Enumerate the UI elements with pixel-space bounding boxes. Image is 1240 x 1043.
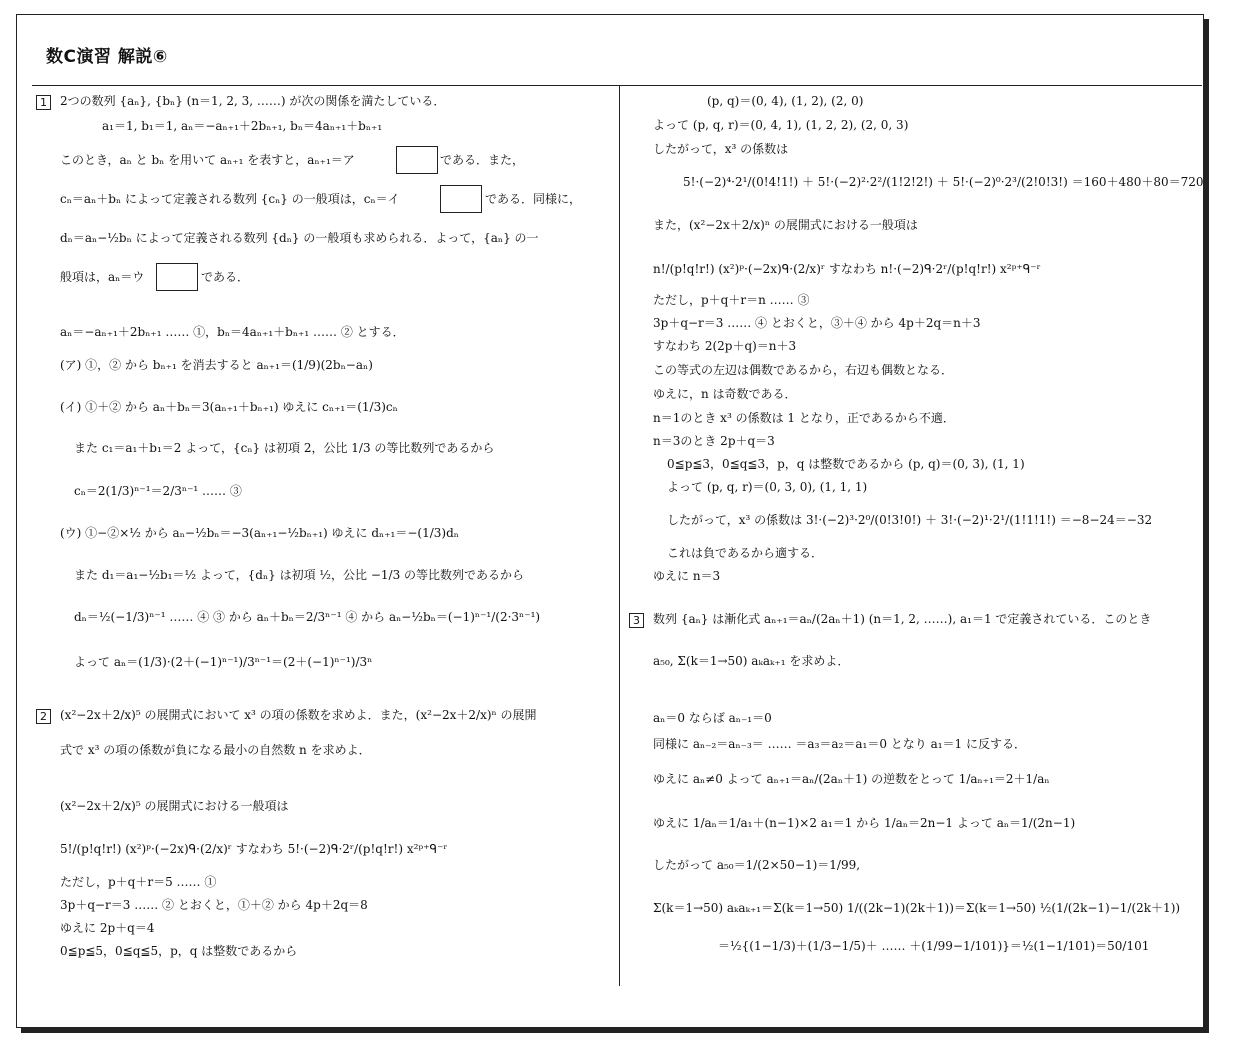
solution-2-n1: n＝1のとき x³ の係数は 1 となり，正であるから不適．: [653, 411, 955, 425]
solution-2-n3-coef: したがって，x³ の係数は 3!·(−2)³·2⁰/(0!3!0!) ＋ 3!·(−2)¹·2¹/(1!1!1!) ＝−8−24＝−32: [667, 513, 1153, 527]
solution-2-pq: (p, q)＝(0, 4), (1, 2), (2, 0): [707, 94, 864, 108]
problem-number-2: 2: [36, 709, 51, 724]
problem-1-line-i: cₙ＝aₙ＋bₙ によって定義される数列 {cₙ} の一般項は，cₙ＝イ: [60, 192, 400, 206]
solution-3-reciprocal: ゆえに aₙ≠0 よって aₙ₊₁＝aₙ/(2aₙ＋1) の逆数をとって 1/aₙ₊₁＝2＋1/aₙ: [653, 772, 1050, 786]
problem-number-1: 1: [36, 95, 51, 110]
solution-2-cond-n2: 3p＋q−r＝3 …… ④ とおくと，③＋④ から 4p＋2q＝n＋3: [653, 316, 981, 330]
problem-2-statement: (x²−2x＋2/x)⁵ の展開式において x³ の項の係数を求めよ．また，(x²−2x＋2/x)ⁿ の展開: [60, 708, 537, 722]
solution-2-cond4: 0≦p≦5，0≦q≦5，p，q は整数であるから: [60, 944, 298, 958]
solution-2-cond1: ただし，p＋q＋r＝5 …… ①: [60, 875, 217, 889]
answer-box-i: [440, 185, 482, 213]
problem-2-statement-cont: 式で x³ の項の係数が負になる最小の自然数 n を求めよ．: [60, 743, 371, 757]
solution-2-odd: ゆえに，n は奇数である．: [653, 387, 797, 401]
solution-2-term-n: n!/(p!q!r!) (x²)ᵖ·(−2x)ᑫ·(2/x)ʳ すなわち n!·(−2)ᑫ·2ʳ/(p!q!r!) x²ᵖ⁺ᑫ⁻ʳ: [653, 262, 1041, 276]
solution-2-general: (x²−2x＋2/x)⁵ の展開式における一般項は: [60, 799, 289, 813]
solution-1-i-cont: また c₁＝a₁＋b₁＝2 よって，{cₙ} は初項 2，公比 1/3 の等比数列であるから: [74, 441, 495, 455]
problem-1-line-i-tail: である．同様に，: [485, 192, 582, 206]
solution-2-cond-n1: ただし，p＋q＋r＝n …… ③: [653, 293, 810, 307]
solution-3-sum: Σ(k＝1→50) aₖaₖ₊₁＝Σ(k＝1→50) 1/((2k−1)(2k＋1))＝Σ(k＝1→50) ½(1/(2k−1)−1/(2k＋1)): [653, 901, 1181, 915]
answer-box-a: [396, 146, 438, 174]
solution-2-n3-range: 0≦p≦3，0≦q≦3，p，q は整数であるから (p, q)＝(0, 3), (1, 1): [667, 457, 1025, 471]
solution-2-negative: これは負であるから適する．: [667, 546, 824, 560]
solution-2-coef-label: したがって，x³ の係数は: [653, 142, 789, 156]
answer-box-u: [156, 263, 198, 291]
solution-1-dn: dₙ＝½(−1/3)ⁿ⁻¹ …… ④ ③ から aₙ＋bₙ＝2/3ⁿ⁻¹ ④ から aₙ−½bₙ＝(−1)ⁿ⁻¹/(2·3ⁿ⁻¹): [74, 610, 541, 624]
solution-3-zero: aₙ＝0 ならば aₙ₋₁＝0: [653, 711, 772, 725]
solution-2-general-n: また，(x²−2x＋2/x)ⁿ の展開式における一般項は: [653, 218, 918, 232]
solution-2-answer: ゆえに n＝3: [653, 569, 721, 583]
solution-3-a50: したがって a₅₀＝1/(2×50−1)＝1/99,: [653, 858, 861, 872]
solution-1-u-cont: また d₁＝a₁−½b₁＝½ よって，{dₙ} は初項 ½，公比 −1/3 の等比数列であるから: [74, 568, 525, 582]
solution-2-parity: この等式の左辺は偶数であるから，右辺も偶数となる．: [653, 363, 954, 377]
solution-1-a: (ア) ①，② から bₙ₊₁ を消去すると aₙ₊₁＝(1/9)(2bₙ−aₙ): [60, 358, 373, 372]
solution-1-setup: aₙ＝−aₙ₊₁＋2bₙ₊₁ …… ①，bₙ＝4aₙ₊₁＋bₙ₊₁ …… ② とする．: [60, 325, 405, 339]
problem-number-3: 3: [629, 613, 644, 628]
solution-2-cond3: ゆえに 2p＋q＝4: [60, 921, 155, 935]
page-title: 数C演習 解説⑥: [46, 47, 168, 67]
solution-1-cn: cₙ＝2(1/3)ⁿ⁻¹＝2/3ⁿ⁻¹ …… ③: [74, 484, 242, 498]
solution-2-pqr: よって (p, q, r)＝(0, 4, 1), (1, 2, 2), (2, 0, 3): [653, 118, 909, 132]
problem-1-line-a: このとき，aₙ と bₙ を用いて aₙ₊₁ を表すと，aₙ₊₁＝ア: [60, 153, 355, 167]
problem-1-relations: a₁＝1, b₁＝1, aₙ＝−aₙ₊₁＋2bₙ₊₁, bₙ＝4aₙ₊₁＋bₙ₊₁: [102, 119, 383, 133]
problem-1-line-a-tail: である．また，: [440, 153, 525, 167]
solution-2-cond2: 3p＋q−r＝3 …… ② とおくと，①＋② から 4p＋2q＝8: [60, 898, 368, 912]
solution-3-general: ゆえに 1/aₙ＝1/a₁＋(n−1)×2 a₁＝1 から 1/aₙ＝2n−1 よって aₙ＝1/(2n−1): [653, 816, 1076, 830]
solution-2-coef-sum: 5!·(−2)⁴·2¹/(0!4!1!) ＋ 5!·(−2)²·2²/(1!2!2!) ＋ 5!·(−2)⁰·2³/(2!0!3!) ＝160＋480＋80＝720: [683, 175, 1204, 189]
solution-2-n3-pqr: よって (p, q, r)＝(0, 3, 0), (1, 1, 1): [667, 480, 868, 494]
column-divider: [619, 86, 620, 986]
problem-1-line-d: dₙ＝aₙ−½bₙ によって定義される数列 {dₙ} の一般項も求められる．よって，{aₙ} の一: [60, 231, 539, 245]
problem-1-line-u: 般項は，aₙ＝ウ: [60, 270, 145, 284]
solution-3-sum-result: ＝½{(1−1/3)＋(1/3−1/5)＋ …… ＋(1/99−1/101)}＝½(1−1/101)＝50/101: [718, 939, 1150, 953]
problem-1-statement: 2つの数列 {aₙ}, {bₙ} (n＝1, 2, 3, ……) が次の関係を満たしている．: [60, 94, 446, 108]
solution-2-cond-n3: すなわち 2(2p＋q)＝n＋3: [653, 339, 797, 353]
solution-1-an: よって aₙ＝(1/3)·(2＋(−1)ⁿ⁻¹)/3ⁿ⁻¹＝(2＋(−1)ⁿ⁻¹)/3ⁿ: [74, 655, 373, 669]
problem-1-line-u-tail: である．: [201, 270, 250, 284]
problem-3-statement: 数列 {aₙ} は漸化式 aₙ₊₁＝aₙ/(2aₙ＋1) (n＝1, 2, ……), a₁＝1 で定義されている．このとき: [653, 612, 1152, 626]
solution-1-u: (ウ) ①−②×½ から aₙ−½bₙ＝−3(aₙ₊₁−½bₙ₊₁) ゆえに dₙ₊₁＝−(1/3)dₙ: [60, 526, 459, 540]
header-divider: [32, 85, 1202, 86]
solution-1-i: (イ) ①＋② から aₙ＋bₙ＝3(aₙ₊₁＋bₙ₊₁) ゆえに cₙ₊₁＝(1/3)cₙ: [60, 400, 398, 414]
solution-2-n3: n＝3のとき 2p＋q＝3: [653, 434, 775, 448]
problem-3-statement-cont: a₅₀, Σ(k＝1→50) aₖaₖ₊₁ を求めよ．: [653, 654, 850, 668]
solution-3-contradiction: 同様に aₙ₋₂＝aₙ₋₃＝ …… ＝a₃＝a₂＝a₁＝0 となり a₁＝1 に反する．: [653, 737, 1026, 751]
solution-2-term: 5!/(p!q!r!) (x²)ᵖ·(−2x)ᑫ·(2/x)ʳ すなわち 5!·(−2)ᑫ·2ʳ/(p!q!r!) x²ᵖ⁺ᑫ⁻ʳ: [60, 842, 448, 856]
